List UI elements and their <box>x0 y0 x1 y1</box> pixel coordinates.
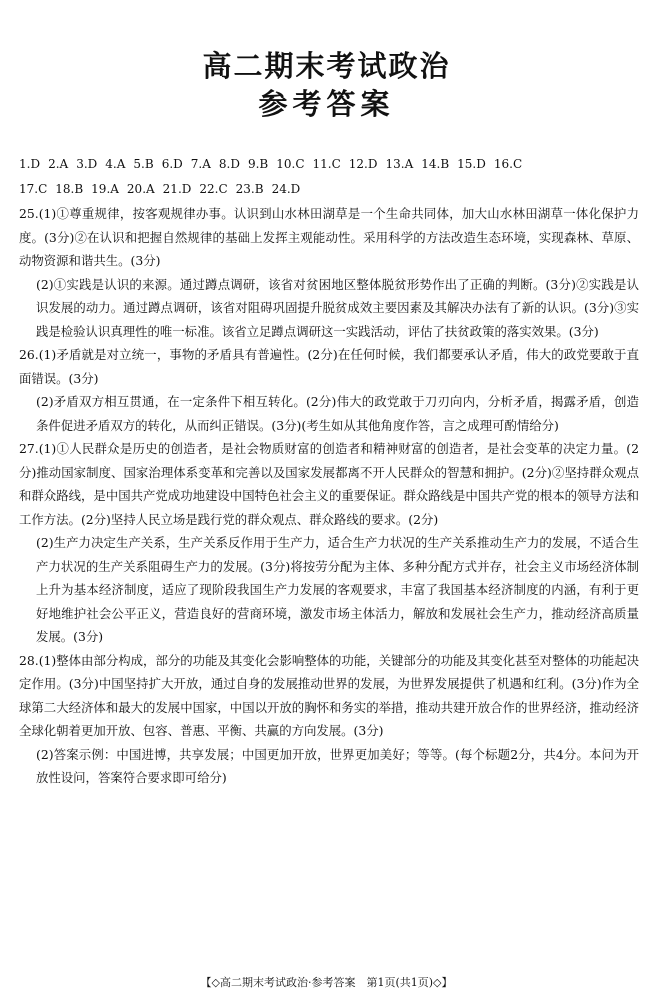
answer-row-2 <box>19 177 639 202</box>
question-28-part-2: (2)答案示例：中国进博，共享发展；中国更加开放，世界更加美好；等等。(每个标题2分，共4分。本问为开放性设问，答案符合要求即可给分) <box>36 746 639 785</box>
answer-item: 6.D <box>161 157 183 171</box>
answer-item: 11.C <box>312 157 341 171</box>
answer-item: 3.D <box>76 157 98 171</box>
answer-item: 7.A <box>190 157 211 171</box>
page-title: 高二期末考试政治 <box>202 49 451 83</box>
answer-item: 15.D <box>457 157 486 171</box>
answer-item: 19.A <box>91 182 119 196</box>
answer-item: 12.D <box>348 157 378 171</box>
answer-item: 23.B <box>235 182 264 196</box>
answer-content <box>19 202 639 790</box>
answer-item: 9.B <box>247 157 269 171</box>
answer-item: 16.C <box>493 157 523 171</box>
answer-item: 18.B <box>55 182 84 196</box>
answer-item: 10.C <box>276 157 305 171</box>
page-subtitle: 参考答案 <box>258 87 395 121</box>
question-27 <box>19 437 639 649</box>
question-28 <box>19 649 639 790</box>
question-27-part-1: 27.(1)①人民群众是历史的创造者，是社会物质财富的创造者和精神财富的创造者，是社会变革的决定力量。(2分)推动国家制度、国家治理体系变革和完善以及国家发展都离不开人民群众的智慧和拥护。(2分)②坚持群众观点和群众路线，是中国共产党成功地建设中国特色社会主义的重要保证。群众路线是中国共产党的根本的领导方法和工作方法。(2分)坚持人民立场是践行党的群众观点、群众路线的要求。(2分) <box>19 441 639 527</box>
answer-item: 5.B <box>133 157 154 171</box>
answer-item: 1.D <box>19 157 41 171</box>
answer-item: 8.D <box>218 157 240 171</box>
answer-item: 2.A <box>48 157 69 171</box>
answer-item: 4.A <box>105 157 126 171</box>
question-28-part-1: 28.(1)整体由部分构成，部分的功能及其变化会影响整体的功能，关键部分的功能及其变化甚至对整体的功能起决定作用。(3分)中国坚持扩大开放，通过自身的发展推动世界的发展，为世界发展提供了机遇和红利。(3分)作为全球第二大经济体和最大的发展中国家，中国以开放的胸怀和务实的举措，推动共建开放合作的世界经济，推动经济全球化朝着更加开放、包容、普惠、平衡、共赢的方向发展。(3分) <box>19 652 639 738</box>
question-27-part-2: (2)生产力决定生产关系，生产关系反作用于生产力，适合生产力状况的生产关系推动生产力的发展，不适合生产力状况的生产关系阻碍生产力的发展。(3分)将按劳分配为主体、多种分配方式并存，社会主义市场经济体制上升为基本经济制度，适应了现阶段我国生产力发展的客观要求，丰富了我国基本经济制度的内涵，有利于更好地维护社会公平正义，营造良好的营商环境，激发市场主体活力，解放和发展社会生产力，推动经济高质量发展。(3分) <box>36 535 639 644</box>
question-25 <box>19 202 639 343</box>
answer-item: 14.B <box>421 157 450 171</box>
question-25-part-2: (2)①实践是认识的来源。通过蹲点调研，该省对贫困地区整体脱贫形势作出了正确的判断。(3分)②实践是认识发展的动力。通过蹲点调研，该省对阻碍巩固提升脱贫成效主要因素及其解决办法有了新的认识。(3分)③实践是检验认识真理性的唯一标准。该省立足蹲点调研这一实践活动，评估了扶贫政策的落实效果。(3分) <box>36 276 639 339</box>
answer-item: 22.C <box>199 182 228 196</box>
answer-item: 17.C <box>19 182 48 196</box>
answer-item: 20.A <box>126 182 155 196</box>
answer-item: 24.D <box>271 182 301 196</box>
page-footer: 【◇高二期末考试政治·参考答案 第1页(共1页)◇】 <box>200 976 453 989</box>
question-26 <box>19 343 639 437</box>
answer-row-1 <box>19 152 639 177</box>
answer-item: 21.D <box>162 182 192 196</box>
choice-answers <box>19 152 639 202</box>
answer-item: 13.A <box>385 157 414 171</box>
question-26-part-2: (2)矛盾双方相互贯通，在一定条件下相互转化。(2分)伟大的政党敢于刀刃向内，分析矛盾，揭露矛盾，创造条件促进矛盾双方的转化，从而纠正错误。(3分)(考生如从其他角度作答，言之成理可酌情给分) <box>36 394 639 433</box>
question-25-part-1: 25.(1)①尊重规律，按客观规律办事。认识到山水林田湖草是一个生命共同体，加大山水林田湖草一体化保护力度。(3分)②在认识和把握自然规律的基础上发挥主观能动性。采用科学的方法改造生态环境，实现森林、草原、动物资源和谐共生。(3分) <box>19 206 639 268</box>
question-26-part-1: 26.(1)矛盾就是对立统一，事物的矛盾具有普遍性。(2分)在任何时候，我们都要承认矛盾，伟大的政党要敢于直面错误。(3分) <box>19 347 639 386</box>
